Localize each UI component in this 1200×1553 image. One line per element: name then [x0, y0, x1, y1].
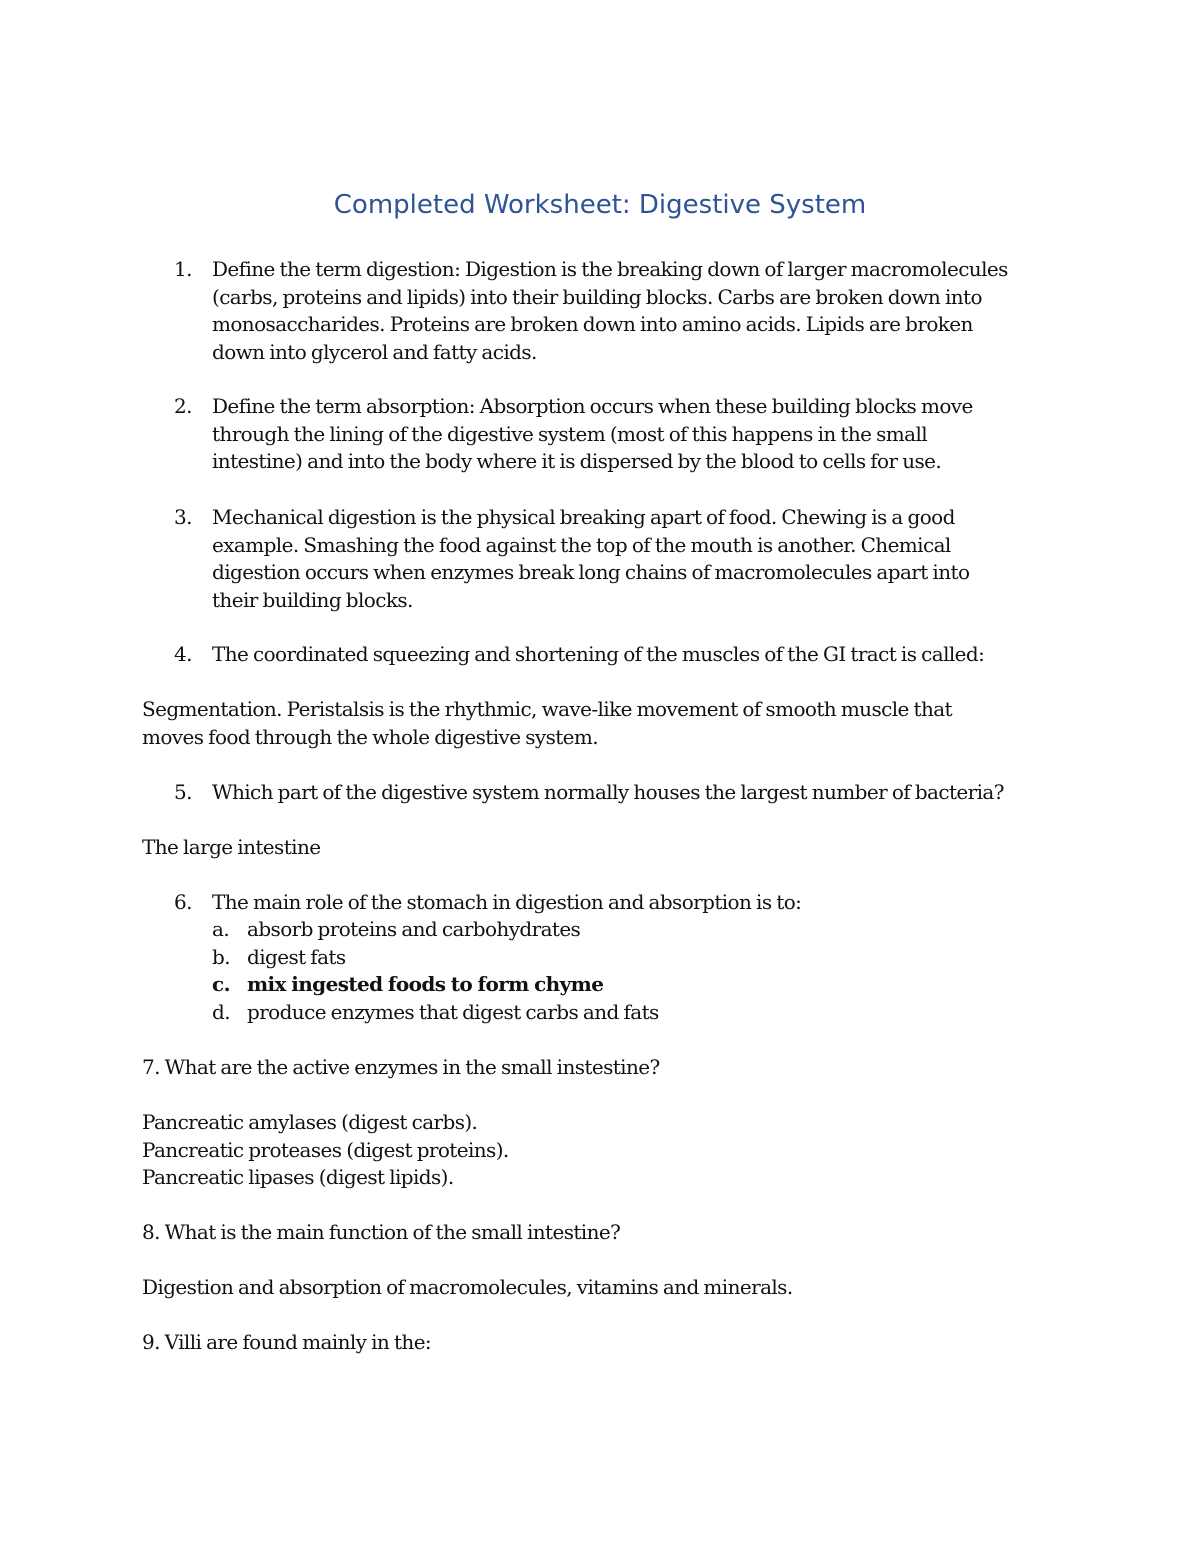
- option-letter: d.: [212, 1000, 230, 1024]
- question-9: [142, 1329, 431, 1357]
- answer-8: [142, 1274, 793, 1302]
- text-line: (carbs, proteins and lipids) into their building blocks. Carbs are broken down into: [212, 284, 982, 309]
- question-body: [212, 504, 969, 614]
- text-line: example. Smashing the food against the top of the mouth is another. Chemical: [212, 532, 951, 557]
- question-text: 7. What are the active enzymes in the small instestine?: [142, 1055, 660, 1079]
- question-number: 3.: [174, 505, 192, 529]
- question-8: [142, 1219, 620, 1247]
- text-line: Segmentation. Peristalsis is the rhythmic, wave-like movement of smooth muscle that: [142, 697, 952, 721]
- option-letter: b.: [212, 945, 230, 969]
- text-line: Mechanical digestion is the physical breaking apart of food. Chewing is a good: [212, 505, 955, 529]
- text-line: Define the term absorption: Absorption occurs when these building blocks move: [212, 394, 973, 418]
- text-line: digestion occurs when enzymes break long chains of macromolecules apart into: [212, 560, 970, 584]
- question-text: The coordinated squeezing and shortening of the muscles of the GI tract is called:: [212, 642, 985, 666]
- answer-4: [142, 696, 952, 751]
- text-line: Pancreatic amylases (digest carbs).: [142, 1110, 478, 1134]
- text-line: moves food through the whole digestive system.: [142, 724, 599, 749]
- question-number: 5.: [174, 780, 192, 804]
- question-body: [212, 889, 801, 917]
- question-body: [212, 641, 984, 669]
- question-body: [212, 779, 1004, 807]
- text-line: their building blocks.: [212, 587, 413, 612]
- text-line: The large intestine: [142, 835, 321, 859]
- option-text: mix ingested foods to form chyme: [247, 972, 604, 996]
- option-letter: c.: [212, 972, 230, 996]
- question-text: The main role of the stomach in digestion and absorption is to:: [212, 890, 802, 914]
- text-line: down into glycerol and fatty acids.: [212, 339, 537, 364]
- question-7: [142, 1054, 660, 1082]
- option-text: absorb proteins and carbohydrates: [247, 917, 581, 941]
- question-number: 1.: [174, 257, 192, 281]
- text-line: through the lining of the digestive system (most of this happens in the small: [212, 421, 928, 446]
- text-line: Pancreatic lipases (digest lipids).: [142, 1165, 454, 1189]
- question-body: [212, 256, 1008, 366]
- question-number: 6.: [174, 890, 192, 914]
- text-line: Digestion and absorption of macromolecules, vitamins and minerals.: [142, 1275, 793, 1299]
- question-text: 8. What is the main function of the small intestine?: [142, 1220, 621, 1244]
- text-line: Pancreatic proteases (digest proteins).: [142, 1137, 509, 1162]
- page-title: Completed Worksheet: Digestive System: [333, 190, 867, 220]
- option-text: digest fats: [247, 945, 346, 969]
- option-letter: a.: [212, 917, 230, 941]
- text-line: intestine) and into the body where it is dispersed by the blood to cells for use.: [212, 449, 942, 473]
- answer-7: [142, 1109, 509, 1192]
- text-line: Define the term digestion: Digestion is the breaking down of larger macromolecules: [212, 257, 1008, 281]
- option-text: produce enzymes that digest carbs and fats: [247, 1000, 659, 1024]
- text-line: monosaccharides. Proteins are broken down into amino acids. Lipids are broken: [212, 312, 973, 336]
- answer-5: [142, 834, 320, 862]
- question-text: 9. Villi are found mainly in the:: [142, 1330, 432, 1354]
- question-body: [212, 393, 973, 476]
- question-number: 4.: [174, 642, 192, 666]
- question-number: 2.: [174, 394, 192, 418]
- question-text: Which part of the digestive system normally houses the largest number of bacteria?: [212, 780, 1004, 804]
